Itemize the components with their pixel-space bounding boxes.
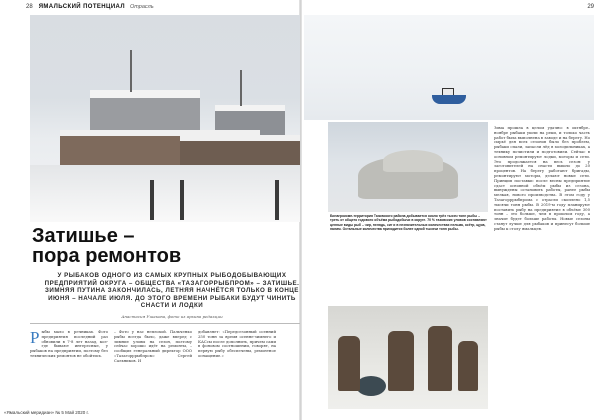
article-byline: Анастасия Ушакова, фото из архива редакции bbox=[121, 314, 223, 319]
body-column-2: – Фото у нас неплохой. Пальченко рыбы всегда было, даже вперед с зимние уловы на сезон, поэтому сейчас хорошо идёт на ремонты, – сообщил генеральный директор ООО «Тазагорррыбпром» Сергей Сальников. И bbox=[114, 329, 192, 363]
mooring-post bbox=[180, 180, 184, 220]
ice-hole bbox=[356, 376, 386, 396]
fisher-figure bbox=[458, 341, 478, 391]
article-title-line1: Затишье – bbox=[32, 225, 135, 247]
frozen-ships-photo bbox=[30, 15, 300, 222]
body-column-1 bbox=[30, 330, 108, 359]
fish-sacks-photo bbox=[328, 122, 488, 212]
right-page-column: Зима прошла в целом удачно: в октябре–ноябре рыбаки ушли на реки, и только часть работ была выполнена в заводе и на берегу. Но сырьё для всех сезонов было без проблем, рыбаки спали, запасли лёд в холодильниках, а технику почистили и подготовили. Сейчас в основном ремонтируют лодки, моторы и сети. Это продолжается на весь сезон: у заготовителей на снасти вышло до 20 процентов. На берегу работают бригады, ремонтируют моторы, делают новые сети. Принцип поставки: после весны предприятие сдаст основной объём рыбы из сезона, вынуждены остановить работы, ранее рыбы мелкая, нового производства. В этом году у Тазагорррыбпрома с отрасли скоплено 1,5 тысячи тонн рыбы. В 2019-м году планируют поставить рыбу на предприятие в объёме 300 тонн – это больше, чем в прошлом году, а значит будет больше работы. Новые сезоны станут лучше для рыбаков и принесут больше рыбы к столу ямальцев. bbox=[494, 125, 591, 231]
mooring-post bbox=[275, 180, 279, 220]
article-title bbox=[32, 226, 292, 266]
sacks-pile-top bbox=[383, 150, 443, 172]
fisher-figure bbox=[428, 326, 452, 391]
right-page-header bbox=[304, 0, 594, 14]
ice-fishers-photo bbox=[328, 306, 488, 409]
article-lead: У РЫБАКОВ ОДНОГО ИЗ САМЫХ КРУПНЫХ РЫБОДОБЫВАЮЩИХ ПРЕДПРИЯТИЙ ОКРУГА – ОБЩЕСТВА «ТАЗАГОРРЫБПРОМ» – ЗАТИШЬЕ. ЗИМНЯЯ ПУТИНА ЗАКОНЧИЛАСЬ, ЛЕТНЯЯ НАЧНЁТСЯ ТОЛЬКО В КОНЦЕ ИЮНЯ – НАЧАЛЕ ИЮЛЯ. ДО ЭТОГО ВРЕМЕНИ РЫБАКИ БУДУТ ЧИНИТЬ СНАСТИ И ЛОДКИ bbox=[44, 272, 300, 310]
drop-cap: Р bbox=[30, 328, 40, 347]
ship-mast-rear bbox=[240, 70, 242, 106]
fisher-figure bbox=[338, 336, 360, 391]
photo-caption: Бинагрокомп-территория Тазовского района добывается около трёх тысяч тонн рыбы – треть от общего годового объёма рыбодобычи в округе. 70 % тазовских уловов составляют ценные виды рыб – чир, пелядь, сиг и в незначительных количествах нельма, осётр, щука, налим. Остальные количества приходится более одной тысячи тонн рыбы. bbox=[330, 214, 487, 231]
section-label: Отрасль bbox=[129, 4, 154, 10]
ship-cabin bbox=[90, 90, 200, 130]
right-page-number: 29 bbox=[587, 4, 594, 10]
boat-on-ice-photo bbox=[304, 15, 594, 120]
divider bbox=[30, 323, 300, 324]
ship-mast bbox=[130, 50, 132, 92]
fisher-figure bbox=[388, 331, 414, 391]
left-page-header bbox=[26, 0, 296, 14]
boat-hull bbox=[432, 95, 466, 104]
body-column-3: добавляет: «Передсезонный осенний 250 тонн за время осенне-зимнего и КАСсы после дополнить, причем сами в фоновом соотношении, говорят, на первую рыбу обеспечены, ремонтное оснащение.» bbox=[198, 329, 276, 358]
ship-hull-rear bbox=[180, 135, 300, 167]
body-column-1-text: ыбы мало в речниках. Фото предприятия последний раз обновили в 7-8 лет назад, кое-где бывают интересные, у рыбаков на предприятии, поэтому без технических ремонтов не обойтись. bbox=[30, 329, 108, 358]
article-title-line2: пора ремонтов bbox=[32, 245, 182, 267]
issue-footer: «Ямальский меридиан» № 5 Май 2020 г. bbox=[4, 410, 89, 415]
magazine-title: ЯМАЛЬСКИЙ ПОТЕНЦИАЛ bbox=[38, 4, 125, 10]
left-page-number: 28 bbox=[26, 4, 33, 10]
snow-field bbox=[30, 165, 300, 222]
mooring-post bbox=[150, 180, 154, 220]
